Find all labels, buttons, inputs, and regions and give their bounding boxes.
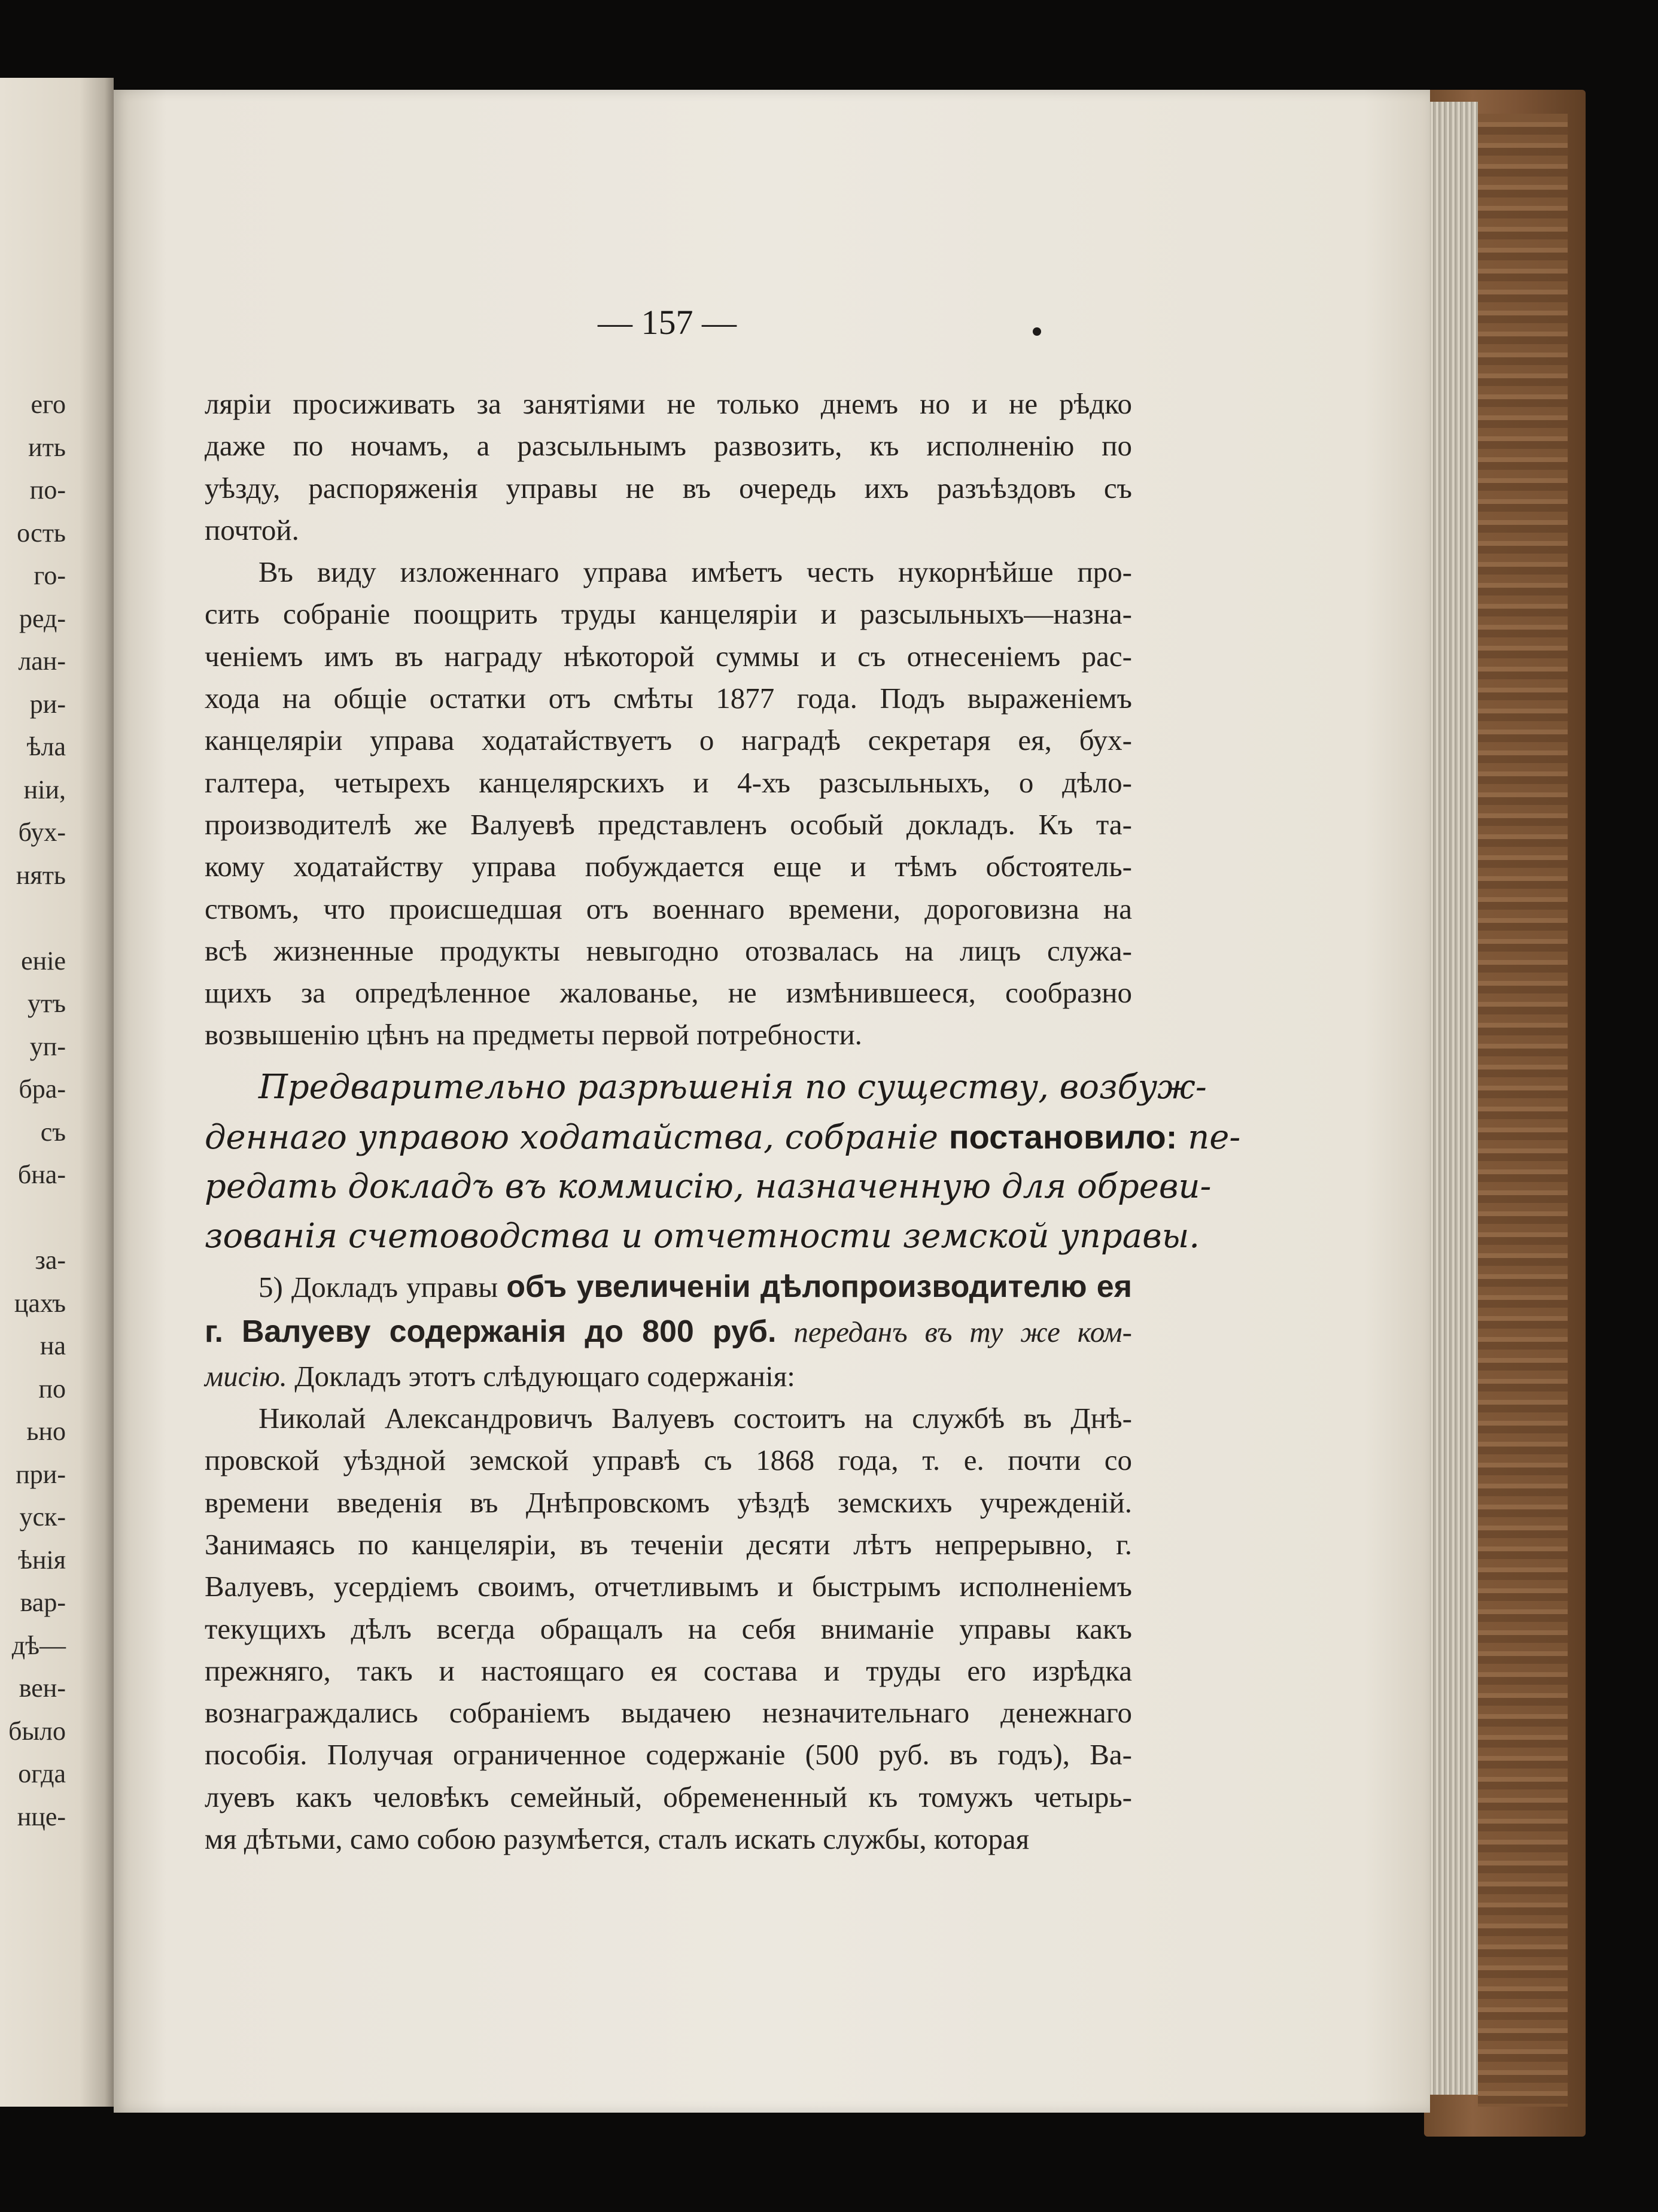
left-page-fragment: цахъ	[14, 1288, 66, 1318]
text-line: щихъ за опредѣленное жалованье, не измѣнившееся, сообразно	[205, 976, 1132, 1010]
text-line: даже по ночамъ, а разсыльнымъ развозить, къ исполненію по	[205, 429, 1132, 463]
left-page-fragment: бра-	[19, 1074, 66, 1104]
text-line: галтера, четырехъ канцелярскихъ и 4-хъ разсыльныхъ, о дѣло-	[205, 765, 1132, 799]
text-line: Занимаясь по канцеляріи, въ теченіи десяти лѣтъ непрерывно, г.	[205, 1527, 1132, 1561]
resolution-line: деннаго управою ходатайства, собраніе постановило: пе-	[205, 1117, 1241, 1157]
text-line: почтой.	[205, 513, 299, 546]
paragraph-3	[205, 1397, 1132, 1860]
left-page-fragment: уп-	[29, 1031, 66, 1061]
text-line: хода на общіе остатки отъ смѣты 1877 года. Подъ выраженіемъ	[205, 682, 1132, 715]
text-line: вознаграждались собраніемъ выдачею незначительнаго денежнаго	[205, 1696, 1132, 1730]
left-page-fragment: ѣнія	[18, 1545, 66, 1575]
left-page-fragment: ить	[28, 432, 66, 462]
left-page-fragment: нце-	[17, 1801, 66, 1831]
text-line: прежняго, такъ и настоящаго ея состава и труды его изрѣдка	[205, 1654, 1132, 1687]
text-line: уѣзду, распоряженія управы не въ очередь ихъ разъѣздовъ съ	[205, 471, 1132, 505]
left-page-fragment: го-	[34, 561, 66, 590]
left-page-fragment: его	[31, 390, 66, 419]
left-page-fragment	[0, 897, 66, 940]
left-page-fragment: ьно	[26, 1417, 66, 1446]
text-line: луевъ какъ человѣкъ семейный, обремененный къ томужъ четырь-	[205, 1780, 1132, 1813]
left-page-fragment: ѣла	[26, 732, 66, 761]
text-line: пособія. Получая ограниченное содержаніе (500 руб. въ годъ), Ва-	[205, 1738, 1132, 1772]
left-page-fragment: огда	[18, 1759, 66, 1788]
page-number: — 157 —	[598, 303, 737, 342]
text-line: сить собраніе поощрить труды канцеляріи и разсыльныхъ—назна-	[205, 597, 1132, 631]
text-line: канцеляріи управа ходатайствуетъ о наградѣ секретаря ея, бух-	[205, 724, 1132, 757]
left-page-fragment: при-	[16, 1459, 66, 1489]
section-5-line: 5) Докладъ управы объ увеличеніи дѣлопроизводителю ея	[258, 1269, 1132, 1304]
text-line: возвышенію цѣнъ на предметы первой потребности.	[205, 1018, 862, 1052]
resolution-line: Предварительно разрѣшенія по существу, возбуж-	[258, 1067, 1207, 1107]
left-page-fragment: было	[8, 1716, 66, 1746]
left-page-fragment: вар-	[20, 1588, 66, 1617]
section-5	[205, 1266, 1132, 1397]
resolution-line: зованія счетоводства и отчетности земской управы.	[205, 1216, 1200, 1256]
left-page-fragment: бух-	[18, 818, 66, 847]
left-page-fragment: по	[38, 1374, 66, 1403]
left-page-fragment: ред-	[19, 603, 66, 633]
book-cover-edge	[1478, 114, 1568, 2107]
left-page-fragment: дѣ—	[11, 1630, 66, 1660]
left-page-fragment: нять	[16, 860, 66, 890]
text-line: Въ виду изложеннаго управа имѣетъ честь нукорнѣйше про-	[258, 555, 1132, 589]
left-page-fragment: ри-	[29, 689, 66, 719]
left-page-fragment	[0, 1196, 66, 1239]
left-page-fragment: бна-	[17, 1160, 66, 1189]
ink-dot	[1033, 327, 1041, 336]
text-line: мя дѣтьми, само собою разумѣется, сталъ искать службы, которая	[205, 1822, 1030, 1856]
left-page-fragment: съ	[40, 1117, 66, 1147]
left-page-fragment: еніе	[21, 946, 66, 976]
resolution-line: редать докладъ въ коммисію, назначенную для обреви-	[205, 1166, 1212, 1206]
left-page-fragment: ость	[17, 518, 66, 548]
left-page-fragment: по-	[29, 475, 66, 505]
text-line: текущихъ дѣлъ всегда обращалъ на себя вниманіе управы какъ	[205, 1612, 1132, 1645]
left-page-fragment: на	[39, 1331, 66, 1360]
page-body	[205, 383, 1241, 1860]
text-line: всѣ жизненные продукты невыгодно отозвалась на лицъ служа-	[205, 934, 1132, 967]
text-line: производителѣ же Валуевѣ представленъ особый докладъ. Къ та-	[205, 807, 1132, 841]
text-line: Валуевъ, усердіемъ своимъ, отчетливымъ и быстрымъ исполненіемъ	[205, 1570, 1132, 1603]
left-page-fragment: за-	[35, 1245, 66, 1275]
text-line: ляріи просиживать за занятіями не только днемъ но и не рѣдко	[205, 387, 1132, 420]
left-page-text	[0, 383, 66, 1838]
resolution-paragraph	[205, 1062, 1241, 1261]
left-page-fragment: вен-	[19, 1673, 66, 1703]
left-page-fragment: лан-	[18, 646, 66, 676]
text-line: ченіемъ имъ въ награду нѣкоторой суммы и съ отнесеніемъ рас-	[205, 639, 1132, 673]
text-line: времени введенія въ Днѣпровскомъ уѣздѣ земскихъ учрежденій.	[205, 1485, 1132, 1519]
text-line: Николай Александровичъ Валуевъ состоитъ на службѣ въ Днѣ-	[258, 1402, 1132, 1435]
section-5-line: мисію. Докладъ этотъ слѣдующаго содержанія:	[205, 1359, 795, 1393]
paragraph-2	[205, 551, 1132, 1056]
text-line: провской уѣздной земской управѣ съ 1868 года, т. е. почти со	[205, 1444, 1132, 1477]
text-line: кому ходатайству управа побуждается еще и тѣмъ обстоятель-	[205, 850, 1132, 883]
left-page-fragment: утъ	[28, 989, 66, 1018]
left-page-fragment: ніи,	[23, 774, 66, 804]
section-5-line: г. Валуеву содержанія до 800 руб. переданъ въ ту же ком-	[205, 1314, 1132, 1349]
paragraph-1	[205, 383, 1132, 551]
left-page-fragment: уск-	[19, 1502, 66, 1532]
text-line: ствомъ, что происшедшая отъ военнаго времени, дороговизна на	[205, 892, 1132, 925]
